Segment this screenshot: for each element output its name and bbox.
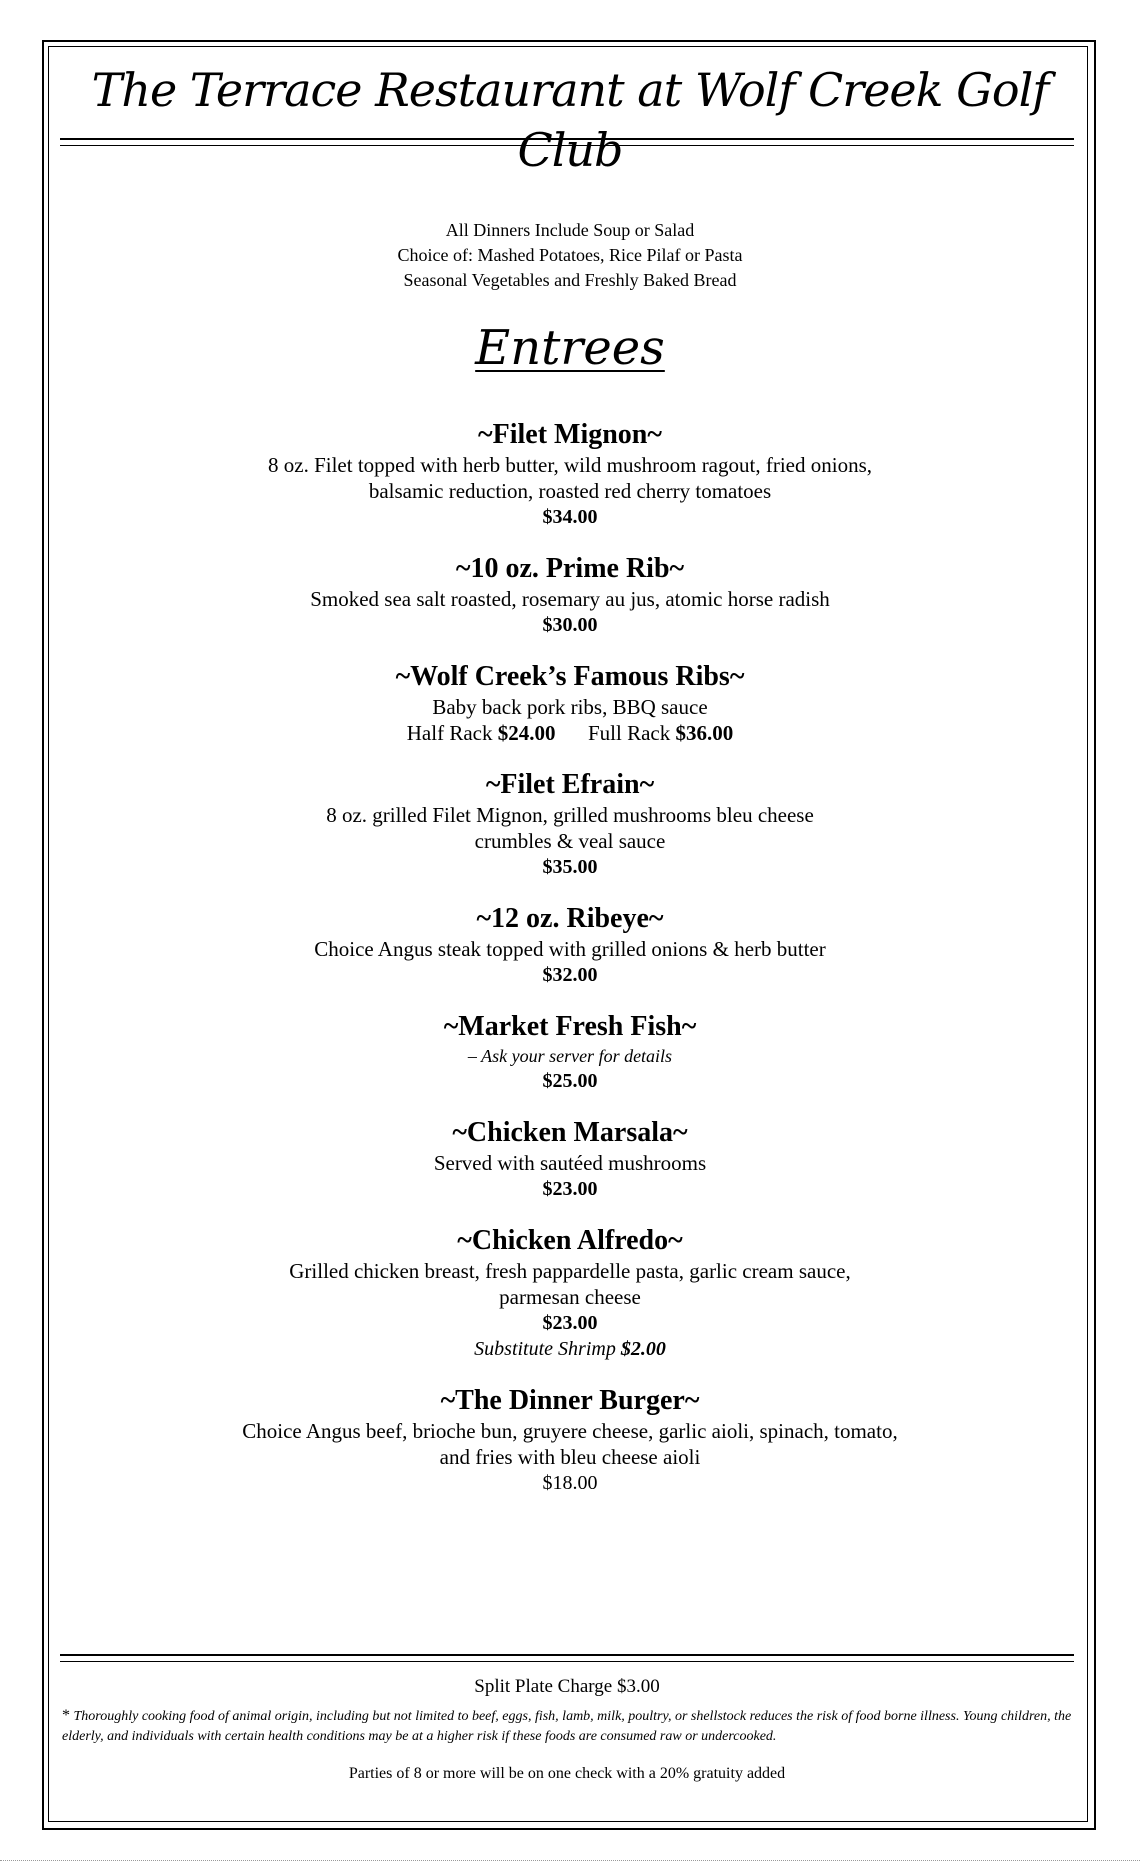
item-price: $30.00 <box>542 614 598 636</box>
full-rack-label: Full Rack <box>587 721 671 745</box>
half-rack-label: Half Rack <box>406 721 493 745</box>
menu-item <box>0 1010 1140 1094</box>
footer-rule <box>60 1654 1074 1662</box>
item-price: $32.00 <box>542 964 598 986</box>
asterisk: * <box>62 1707 70 1724</box>
menu-item <box>0 418 1140 530</box>
item-name: ~Filet Efrain~ <box>485 769 655 800</box>
footer <box>62 1674 1072 1785</box>
item-price: $23.00 <box>542 1178 598 1200</box>
menu-item <box>0 1116 1140 1202</box>
half-rack-price: $24.00 <box>497 721 556 745</box>
item-name: ~Chicken Alfredo~ <box>457 1225 683 1256</box>
item-price: $18.00 <box>542 1472 598 1494</box>
disclaimer-text: Thoroughly cooking food of animal origin, including but not limited to beef, eggs, fish, lamb, milk, poultry, or shellstock reduces the risk of food borne illness. Young children, the elderly, and individuals with certain health conditions may be at a higher risk if these foods are consumed raw or undercooked. <box>62 1709 1072 1744</box>
intro-line: Choice of: Mashed Potatoes, Rice Pilaf or Pasta <box>397 245 743 265</box>
item-price: $34.00 <box>542 506 598 528</box>
item-description: Grilled chicken breast, fresh pappardelle pasta, garlic cream sauce, parmesan cheese <box>289 1259 851 1309</box>
section-heading <box>0 320 1140 376</box>
item-description: 8 oz. grilled Filet Mignon, grilled mushrooms bleu cheese crumbles & veal sauce <box>326 803 814 853</box>
item-name: ~Chicken Marsala~ <box>452 1117 688 1148</box>
intro-line: Seasonal Vegetables and Freshly Baked Bread <box>403 270 737 290</box>
item-name: ~10 oz. Prime Rib~ <box>455 553 685 584</box>
item-price: $35.00 <box>542 856 598 878</box>
item-description: Choice Angus steak topped with grilled onions & herb butter <box>314 937 826 961</box>
item-name: ~Wolf Creek’s Famous Ribs~ <box>395 661 745 692</box>
split-plate-charge: Split Plate Charge $3.00 <box>474 1676 660 1697</box>
item-price: $23.00 <box>542 1312 598 1334</box>
item-name: ~Filet Mignon~ <box>478 419 662 450</box>
item-price: $25.00 <box>542 1070 598 1092</box>
item-name: ~The Dinner Burger~ <box>440 1385 700 1416</box>
menu-item <box>0 1224 1140 1362</box>
item-description: Smoked sea salt roasted, rosemary au jus, atomic horse radish <box>310 587 830 611</box>
scan-edge <box>0 1860 1140 1862</box>
item-name: ~12 oz. Ribeye~ <box>476 903 664 934</box>
header-rule <box>60 138 1074 146</box>
full-rack-price: $36.00 <box>675 721 734 745</box>
item-name: ~Market Fresh Fish~ <box>443 1011 697 1042</box>
menu-item <box>0 660 1140 746</box>
menu-item <box>0 552 1140 638</box>
menu-item <box>0 1384 1140 1496</box>
item-description: Served with sautéed mushrooms <box>433 1151 707 1175</box>
item-description: 8 oz. Filet topped with herb butter, wild mushroom ragout, fried onions, balsamic reduction, roasted red cherry tomatoes <box>268 453 872 503</box>
menu-item <box>0 902 1140 988</box>
substitute-price: $2.00 <box>620 1338 666 1360</box>
gratuity-note: Parties of 8 or more will be on one check with a 20% gratuity added <box>348 1765 786 1782</box>
dinner-includes <box>0 218 1140 293</box>
item-note: – Ask your server for details <box>467 1046 673 1066</box>
entrees-title: Entrees <box>475 320 665 376</box>
menu-item <box>0 768 1140 880</box>
rack-prices <box>0 720 1140 746</box>
substitute-label: Substitute Shrimp <box>474 1338 616 1360</box>
food-safety-disclaimer <box>62 1706 1072 1747</box>
item-description: Choice Angus beef, brioche bun, gruyere cheese, garlic aioli, spinach, tomato, and fries with bleu cheese aioli <box>242 1419 898 1469</box>
restaurant-title: The Terrace Restaurant at Wolf Creek Golf Club <box>91 63 1049 177</box>
item-description: Baby back pork ribs, BBQ sauce <box>432 695 708 719</box>
intro-line: All Dinners Include Soup or Salad <box>445 220 695 240</box>
item-substitution <box>0 1336 1140 1362</box>
entree-list <box>0 418 1140 1518</box>
